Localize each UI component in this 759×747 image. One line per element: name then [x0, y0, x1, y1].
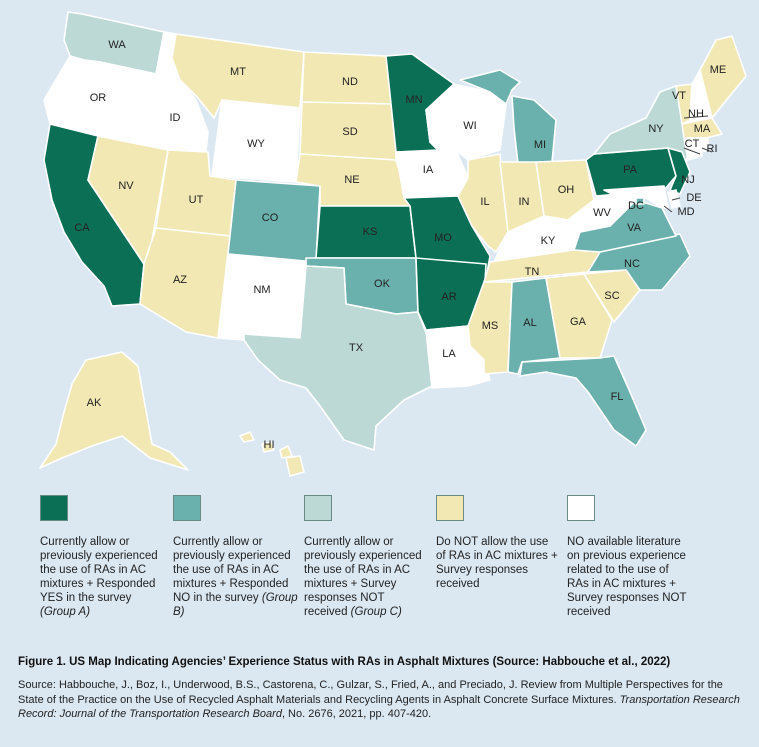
label-md: MD	[677, 205, 695, 218]
label-ma: MA	[693, 122, 711, 135]
label-mt: MT	[230, 65, 246, 78]
label-tn: TN	[524, 265, 540, 278]
label-oh: OH	[557, 183, 575, 196]
label-ct: CT	[684, 137, 700, 150]
label-ak: AK	[86, 396, 102, 409]
label-mi: MI	[533, 138, 547, 151]
label-or: OR	[89, 91, 107, 104]
state-nm[interactable]	[218, 254, 306, 340]
label-ky: KY	[540, 234, 556, 247]
label-wv: WV	[593, 206, 611, 219]
label-ia: IA	[422, 163, 434, 176]
legend-item-group-c	[304, 495, 429, 619]
label-wy: WY	[247, 137, 265, 150]
legend-text-group-b: Currently allow or previously experienced the use of RAs in AC mixtures + Responded NO in the survey (Group B)	[173, 536, 298, 618]
label-ri: RI	[706, 142, 718, 155]
legend-item-group-d	[436, 495, 561, 591]
label-ut: UT	[188, 193, 204, 206]
label-id: ID	[169, 111, 181, 124]
label-mn: MN	[405, 93, 423, 106]
label-sc: SC	[604, 289, 620, 302]
label-fl: FL	[610, 390, 624, 403]
figure-caption: Figure 1. US Map Indicating Agencies’ Experience Status with RAs in Asphalt Mixtures (Source: Habbouche et al., 2022)	[18, 656, 671, 668]
label-dc: DC	[628, 199, 644, 212]
legend-swatch-group-e	[567, 495, 595, 521]
label-nv: NV	[118, 179, 134, 192]
label-nj: NJ	[681, 173, 695, 186]
label-pa: PA	[623, 163, 637, 176]
label-me: ME	[709, 63, 727, 76]
label-tx: TX	[348, 341, 364, 354]
label-nh: NH	[688, 107, 704, 120]
label-vt: VT	[671, 89, 687, 102]
legend	[40, 495, 740, 635]
legend-item-group-a	[40, 495, 165, 619]
label-hi: HI	[263, 438, 275, 451]
legend-text-group-e: NO available literature on previous experience related to the use of RAs in AC mixtures + Survey responses NOT received	[567, 536, 687, 618]
label-ar: AR	[441, 290, 457, 303]
label-az: AZ	[172, 273, 188, 286]
label-ny: NY	[648, 122, 664, 135]
legend-text-group-a: Currently allow or previously experienced the use of RAs in AC mixtures + Responded YES in the survey (Group A)	[40, 536, 158, 618]
label-de: DE	[686, 191, 702, 204]
label-nm: NM	[253, 283, 271, 296]
state-ak[interactable]	[40, 352, 188, 470]
state-fl[interactable]	[520, 356, 646, 446]
label-ks: KS	[362, 225, 378, 238]
label-wi: WI	[463, 119, 477, 132]
legend-swatch-group-a	[40, 495, 68, 521]
label-wa: WA	[108, 38, 126, 51]
legend-item-group-b	[173, 495, 298, 619]
label-sd: SD	[342, 125, 358, 138]
legend-text-group-d: Do NOT allow the use of RAs in AC mixtures + Survey responses received	[436, 536, 558, 590]
label-ne: NE	[344, 173, 360, 186]
label-nd: ND	[342, 75, 358, 88]
label-co: CO	[261, 211, 279, 224]
legend-item-group-e	[567, 495, 692, 619]
legend-swatch-group-b	[173, 495, 201, 521]
label-ms: MS	[481, 319, 499, 332]
label-mo: MO	[434, 231, 452, 244]
label-nc: NC	[624, 257, 640, 270]
label-in: IN	[518, 195, 530, 208]
label-al: AL	[523, 316, 537, 329]
label-ok: OK	[374, 277, 390, 290]
label-va: VA	[627, 221, 641, 234]
source-citation: Source: Habbouche, J., Boz, I., Underwood, B.S., Castorena, C., Gulzar, S., Fried, A., and Preciado, J. Review from Multiple Perspectives for the State of the Practice on the Use of Recycled Asphalt Materials and Recycling Agents in Asphalt Concrete Surface Mixtures. Transportation Research Record: Journal of the Transportation Research Board, No. 2676, 2021, pp. 407-420.	[18, 679, 740, 720]
label-ga: GA	[570, 315, 586, 328]
legend-swatch-group-c	[304, 495, 332, 521]
label-ca: CA	[74, 221, 90, 234]
legend-swatch-group-d	[436, 495, 464, 521]
label-la: LA	[442, 347, 456, 360]
label-il: IL	[480, 195, 490, 208]
legend-text-group-c: Currently allow or previously experienced the use of RAs in AC mixtures + Survey responses NOT received (Group C)	[304, 536, 422, 618]
